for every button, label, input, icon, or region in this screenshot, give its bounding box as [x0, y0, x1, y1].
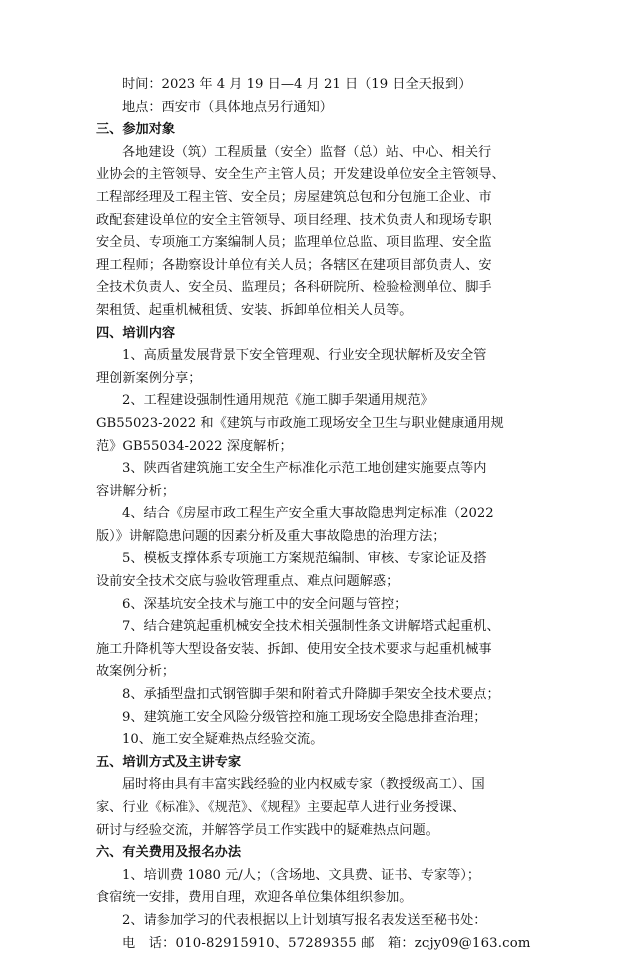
- paragraph-line: 业协会的主管领导、安全生产主管人员；开发建设单位安全主管领导、: [96, 167, 505, 183]
- paragraph-line: 9、建筑施工安全风险分级管控和施工现场安全隐患排查治理；: [122, 709, 487, 725]
- paragraph-line: 届时将由具有丰富实践经验的业内权威专家（教授级高工）、国: [122, 777, 485, 793]
- paragraph-line: 6、深基坑安全技术与施工中的安全问题与管控；: [122, 596, 408, 612]
- paragraph-line: 版）》讲解隐患问题的因素分析及重大事故隐患的治理方法；: [96, 528, 446, 544]
- contact-line: 电 话：010-82915910、57289355 邮 箱：zcjy09@163.com: [122, 935, 531, 951]
- paragraph-line: 架租赁、起重机械租赁、安装、拆卸单位相关人员等。: [96, 302, 413, 318]
- paragraph-line: 安全员、专项施工方案编制人员；监理单位总监、项目监理、安全监: [96, 235, 492, 251]
- paragraph-line: 施工升降机等大型设备安装、拆卸、使用安全技术要求与起重机械事: [96, 641, 492, 657]
- meeting-location: 地点：西安市（具体地点另行通知）: [122, 99, 333, 115]
- document-page: [96, 74, 546, 955]
- paragraph-line: 2、请参加学习的代表根据以上计划填写报名表发送至秘书处：: [122, 912, 487, 928]
- paragraph-line: 2、工程建设强制性通用规范《施工脚手架通用规范》: [122, 393, 434, 409]
- paragraph-line: 1、培训费 1080 元/人；（含场地、文具费、证书、专家等）；: [122, 867, 481, 883]
- paragraph-line: 政配套建设单位的安全主管领导、项目经理、技术负责人和现场专职: [96, 212, 492, 228]
- paragraph-line: 1、高质量发展背景下安全管理观、行业安全现状解析及安全管: [122, 348, 487, 364]
- section-heading-fees: 六、有关费用及报名办法: [96, 845, 242, 861]
- paragraph-line: 5、模板支撑体系专项施工方案规范编制、审核、专家论证及搭: [122, 551, 487, 567]
- section-heading-participants: 三、参加对象: [96, 122, 176, 138]
- section-heading-method: 五、培训方式及主讲专家: [96, 754, 242, 770]
- paragraph-line: 理创新案例分享；: [96, 370, 202, 386]
- paragraph-line: GB55023-2022 和《建筑与市政施工现场安全卫生与职业健康通用规: [96, 415, 504, 431]
- paragraph-line: 10、施工安全疑难热点经验交流。: [122, 732, 324, 748]
- paragraph-line: 研讨与经验交流，并解答学员工作实践中的疑难热点问题。: [96, 822, 439, 838]
- paragraph-line: 食宿统一安排，费用自理，欢迎各单位集体组织参加。: [96, 890, 413, 906]
- paragraph-line: 容讲解分析；: [96, 483, 176, 499]
- paragraph-line: 设前安全技术交底与验收管理重点、难点问题解惑；: [96, 574, 400, 590]
- paragraph-line: 范》GB55034-2022 深度解析；: [96, 438, 293, 454]
- paragraph-line: 故案例分析；: [96, 664, 176, 680]
- paragraph-line: 工程部经理及工程主管、安全员；房屋建筑总包和分包施工企业、市: [96, 189, 492, 205]
- paragraph-line: 家、行业《标准》、《规范》、《规程》主要起草人进行业务授课、: [96, 800, 466, 815]
- paragraph-line: 理工程师；各勘察设计单位有关人员；各辖区在建项目部负责人、安: [96, 257, 492, 273]
- paragraph-line: 各地建设（筑）工程质量（安全）监督（总）站、中心、相关行: [122, 144, 492, 160]
- paragraph-line: 7、结合建筑起重机械安全技术相关强制性条文讲解塔式起重机、: [122, 619, 500, 635]
- paragraph-line: 8、承插型盘扣式钢管脚手架和附着式升降脚手架安全技术要点；: [122, 687, 500, 703]
- meeting-time: 时间：2023 年 4 月 19 日—4 月 21 日（19 日全天报到）: [122, 77, 472, 92]
- paragraph-line: 全技术负责人、安全员、监理员；各科研院所、检验检测单位、脚手: [96, 280, 492, 296]
- paragraph-line: 3、陕西省建筑施工安全生产标准化示范工地创建实施要点等内: [122, 461, 487, 477]
- section-heading-content: 四、培训内容: [96, 325, 176, 341]
- paragraph-line: 4、结合《房屋市政工程生产安全重大事故隐患判定标准（2022: [122, 506, 494, 522]
